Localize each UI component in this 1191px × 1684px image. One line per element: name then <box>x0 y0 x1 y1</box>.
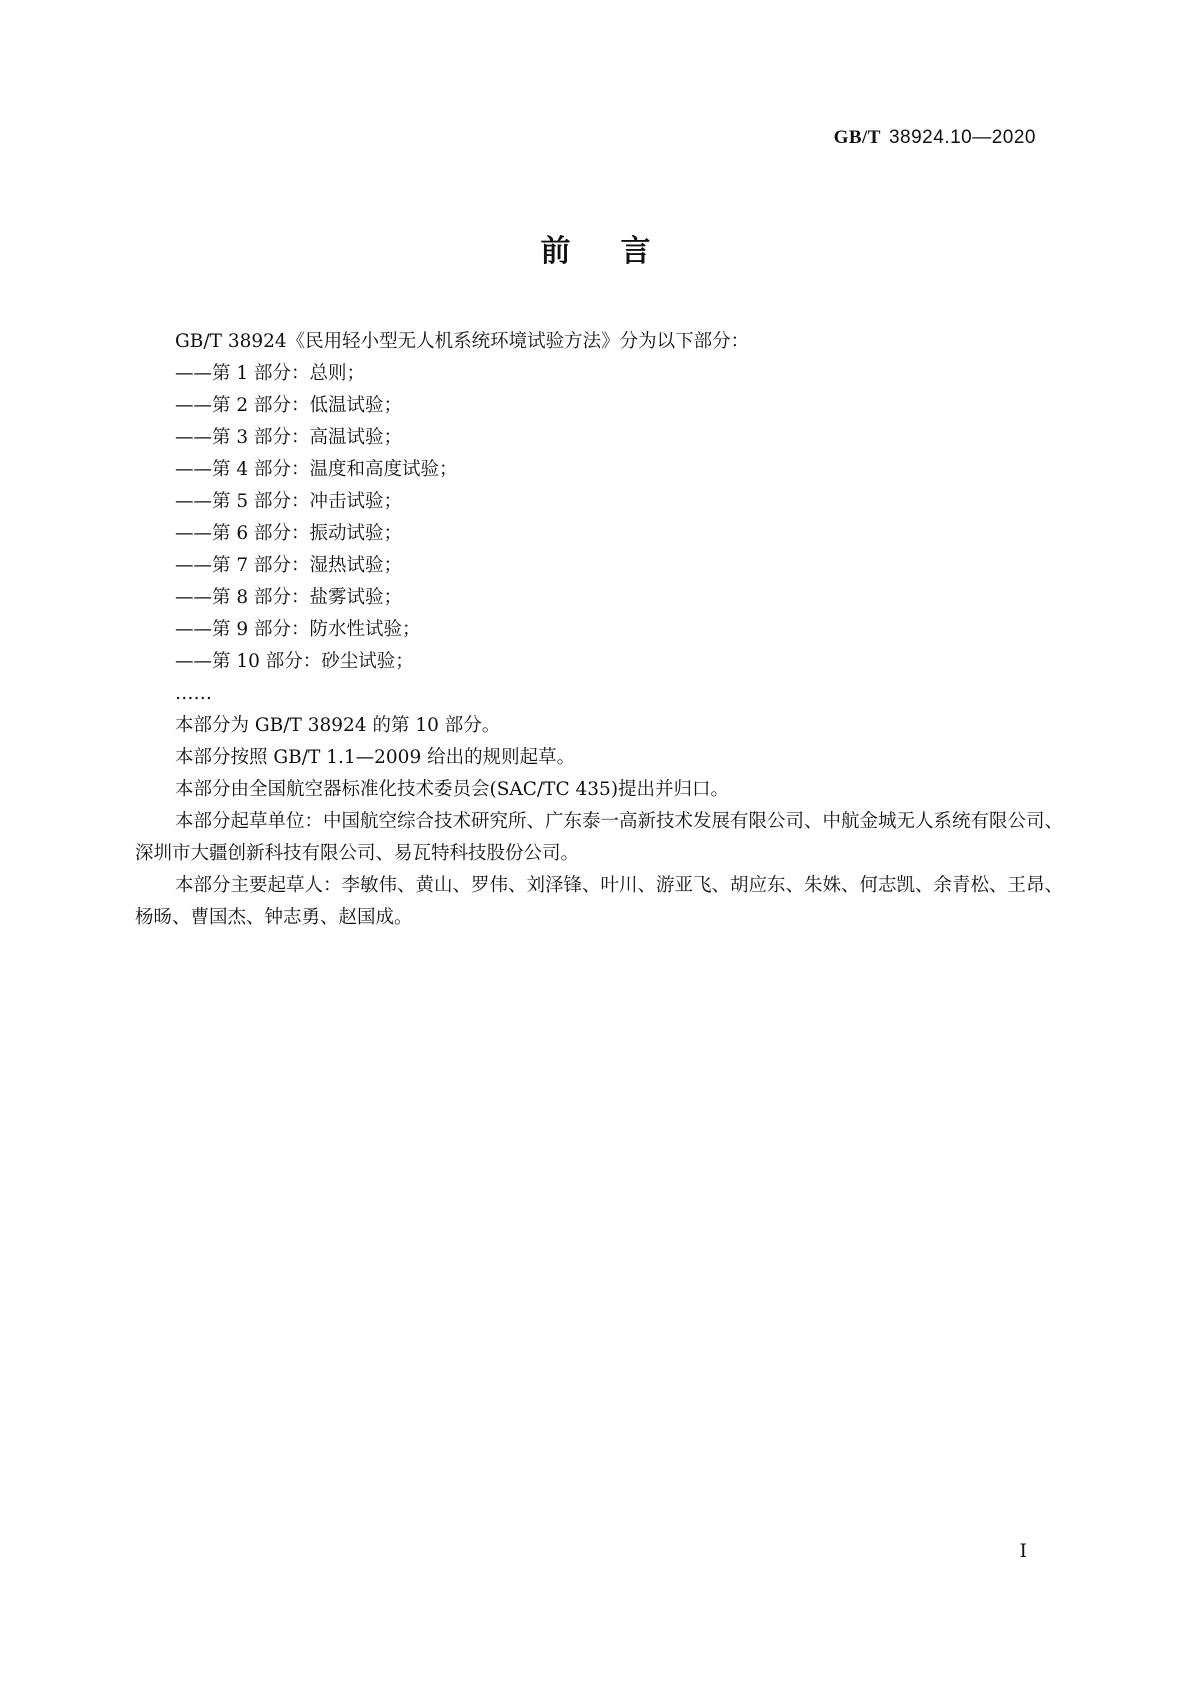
part-item: ——第 5 部分：冲击试验； <box>175 491 403 512</box>
part-item: ——第 1 部分：总则； <box>175 363 366 384</box>
part-item: ——第 7 部分：湿热试验； <box>175 555 403 576</box>
ellipsis: …… <box>175 683 212 704</box>
page-title: 前言 <box>540 234 701 269</box>
part-item: ——第 3 部分：高温试验； <box>175 427 403 448</box>
foreword-body <box>135 326 1065 934</box>
intro-paragraph: GB/T 38924《民用轻小型无人机系统环境试验方法》分为以下部分： <box>175 331 750 352</box>
drafters-paragraph: 本部分主要起草人：李敏伟、黄山、罗伟、刘泽锋、叶川、游亚飞、胡应东、朱姝、何志凯、余青松、王昂、杨旸、曹国杰、钟志勇、赵国成。 <box>135 875 1064 928</box>
part-item: ——第 6 部分：振动试验； <box>175 523 403 544</box>
part-item: ——第 9 部分：防水性试验； <box>175 619 421 640</box>
standard-prefix: GB/T <box>833 127 881 148</box>
part-item: ——第 2 部分：低温试验； <box>175 395 403 416</box>
standard-code: 38924.10—2020 <box>888 127 1036 148</box>
page-number: I <box>1019 1540 1027 1562</box>
part-item: ——第 10 部分：砂尘试验； <box>175 651 414 672</box>
paragraph: 本部分按照 GB/T 1.1—2009 给出的规则起草。 <box>175 747 576 768</box>
standard-number <box>834 126 1036 149</box>
paragraph: 本部分为 GB/T 38924 的第 10 部分。 <box>175 715 501 736</box>
drafting-units-paragraph: 本部分起草单位：中国航空综合技术研究所、广东泰一高新技术发展有限公司、中航金城无人系统有限公司、深圳市大疆创新科技有限公司、易瓦特科技股份公司。 <box>135 811 1064 864</box>
paragraph: 本部分由全国航空器标准化技术委员会(SAC/TC 435)提出并归口。 <box>175 779 730 800</box>
part-item: ——第 8 部分：盐雾试验； <box>175 587 403 608</box>
part-item: ——第 4 部分：温度和高度试验； <box>175 459 458 480</box>
